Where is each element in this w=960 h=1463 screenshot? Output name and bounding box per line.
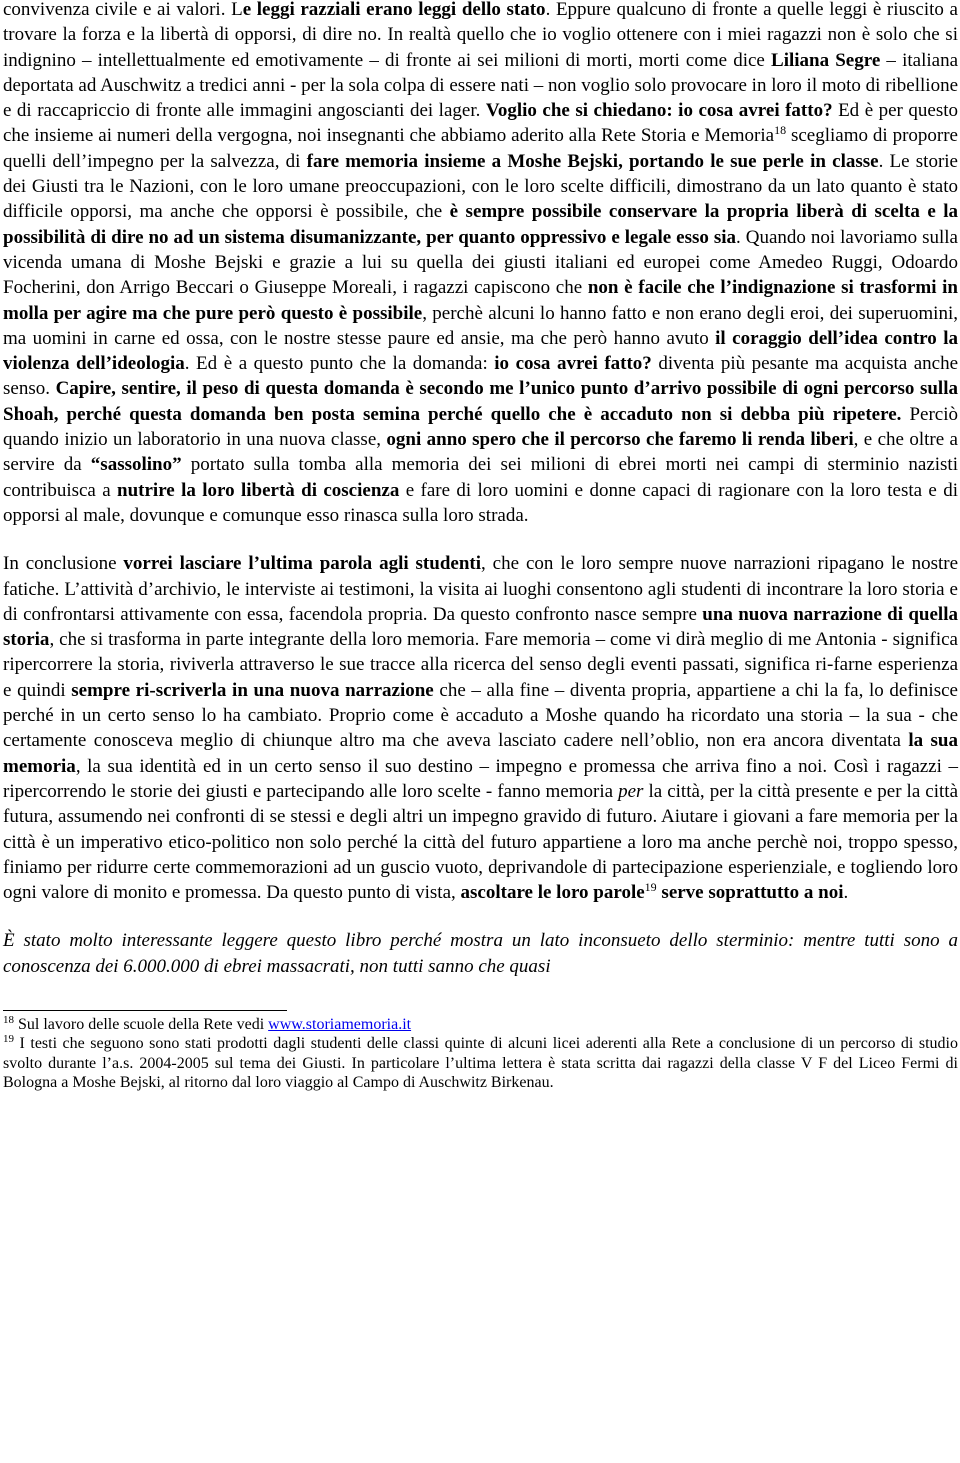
text-run: . Le storie dei Giusti tra le Nazioni, con le loro umane preoccupazioni, con le loro scelte difficili, dimostrano da un lato quanto è stato difficile opporsi, ma anche che opporsi è possibile, che	[3, 150, 958, 223]
text-run: , che con le loro sempre nuove narrazioni ripagano le nostre fatiche. L’attività d’archivio, le interviste ai testimoni, la visita ai luoghi consentono agli studenti di incontrare la loro storia e di confrontarsi attivamente con essa, facendola propria. Da questo confronto nasce sempre	[3, 553, 959, 625]
emphasis-text: io cosa avrei fatto?	[494, 353, 652, 375]
text-run: la città, per la città presente e per la città futura, assumendo nei confronti di se stessi e degli altri un impegno gravido di futuro. Aiutare i giovani a fare memoria per la città è un imperativo etico-politico non solo perché la città del futuro appartiene a loro ma anche perchè noi, troppo spesso, finiamo per ridurre certe commemorazioni ad un guscio vuoto, deprivandole di partecipazione esperienziale, e togliendo loro ogni valore di monito e promessa. Da questo punto di vista,	[3, 780, 958, 904]
emphasis-text: serve soprattutto a noi	[656, 882, 844, 904]
emphasis-text: Liliana Segre	[771, 49, 881, 71]
footnote-18	[3, 1015, 958, 1035]
emphasis-text: fare memoria insieme a Moshe Bejski, portando le sue perle in classe	[306, 150, 879, 172]
text-run: scegliamo di proporre quelli dell’impegno per la salvezza, di	[3, 125, 958, 172]
text-run: . Eppure qualcuno di fronte a quelle leggi è riuscito a trovare la forza e la libertà di opporsi, di dire no. In realtà quello che io voglio ottenere con i miei ragazzi non è solo che si indignino – intellettualmente ed emotivamente – di fronte ai sei milioni di morti, morti come dice	[3, 0, 958, 71]
text-run: , perchè alcuni lo hanno fatto e non erano degli eroi, dei superuomini, ma uomini in carne ed ossa, con le nostre stesse paure ed ansie, ma che però hanno avuto	[3, 302, 958, 349]
footnote-marker: 18	[3, 1013, 14, 1026]
text-run: che – alla fine – diventa propria, appartiene a chi la fa, lo definisce perché in un certo senso lo ha cambiato. Proprio come è accaduto a Moshe quando ha ricordato una storia – la sua - che certamente conosceva meglio di chiunque altro ma che aveva lasciato cadere nell’oblio, non era ancora diventata	[3, 679, 958, 752]
text-run: portato sulla tomba alla memoria dei sei milioni di ebrei morti nei campi di sterminio nazisti contribuisca a	[3, 454, 958, 501]
text-run: – italiana deportata ad Auschwitz a tredici anni - per la sola colpa di essere nati – non voglio solo provocare in loro il moto di ribellione e di raccapriccio di fronte alle immagini angoscianti dei lager.	[3, 49, 959, 122]
emphasis-text: Voglio che si chiedano: io cosa avrei fatto?	[485, 100, 833, 122]
emphasis-text: “sassolino”	[90, 454, 182, 476]
emphasis-text: ascoltare le loro parole	[460, 882, 645, 904]
text-run: , che si trasforma in parte integrante della loro memoria. Fare memoria – come vi dirà meglio di me Antonia - significa ripercorrere la storia, riviverla attraverso le sue tracce alla ricerca del senso degli eventi passati, significa ri-farne esperienza e quindi	[3, 629, 958, 701]
text-run: Ed è per questo che insieme ai numeri della vergogna, noi insegnanti che abbiamo aderito alla Rete Storia e Memoria	[3, 100, 958, 147]
emphasis-text: una nuova narrazione di quella storia	[3, 603, 958, 651]
text-run: . Ed è a questo punto che la domanda:	[184, 353, 495, 375]
emphasis-text: Capire, sentire, il peso di questa domanda è secondo me l’unico punto d’arrivo possibile di ogni percorso sulla Shoah, perché questa domanda ben posta semina perché quello che è accaduto non si debba più ripetere.	[3, 378, 958, 425]
text-run: , la sua identità ed in un certo senso il suo destino – impegno e promessa che arriva fino a noi. Così i ragazzi – ripercorrendo le storie dei giusti e partecipando alle loro scelte - fanno memoria	[3, 755, 958, 802]
footnote-separator	[3, 1010, 287, 1011]
text-run: convivenza civile e ai valori. L	[3, 0, 243, 20]
text-run: Perciò quando inizio un laboratorio in una nuova classe,	[3, 403, 958, 451]
body-paragraph-3	[3, 928, 958, 979]
storiamemoria-link[interactable]: www.storiamemoria.it	[268, 1015, 412, 1033]
emphasis-text: il coraggio dell’idea contro la violenza dell’ideologia	[3, 327, 958, 375]
emphasis-text: nutrire la loro libertà di coscienza	[117, 479, 400, 501]
body-paragraph-1	[3, 0, 958, 528]
emphasis-text: vorrei lasciare l’ultima parola agli studenti	[123, 553, 482, 575]
footnote-text: I testi che seguono sono stati prodotti dagli studenti delle classi quinte di alcuni licei aderenti alla Rete a conclusione di un percorso di studio svolto durante l’a.s. 2004-2005 sul tema dei Giusti. In particolare l’ultima lettera è stata scritta dai ragazzi della classe V F del Liceo Fermi di Bologna a Moshe Bejski, al ritorno dal loro viaggio al Campo di Auschwitz Birkenau.	[3, 1035, 958, 1092]
text-run: .	[843, 882, 849, 904]
emphasis-text: e leggi razziali erano leggi dello stato	[242, 0, 546, 20]
footnote-ref-19[interactable]: 19	[644, 880, 657, 895]
emphasis-text: non è facile che l’indignazione si trasformi in molla per agire ma che pure però questo è possibile	[3, 277, 959, 324]
text-run: diventa più pesante ma acquista anche senso.	[3, 353, 959, 400]
emphasis-text: ogni anno spero che il percorso che faremo li renda liberi	[386, 429, 854, 451]
footnote-marker: 19	[3, 1033, 14, 1046]
text-run: , e che oltre a servire da	[3, 429, 958, 476]
emphasis-text: è sempre possibile conservare la propria liberà di scelta e la possibilità di dire no ad un sistema disumanizzante, per quanto oppressivo e legale esso sia	[3, 201, 959, 248]
footnote-ref-18[interactable]: 18	[774, 123, 787, 138]
italic-text: per	[618, 780, 644, 802]
italic-text: È stato molto interessante leggere questo libro perché mostra un lato inconsueto dello sterminio: mentre tutti sono a conoscenza dei 6.000.000 di ebrei massacrati, non tutti sanno che quasi	[3, 930, 958, 977]
emphasis-text: sempre ri-scriverla in una nuova narrazione	[71, 679, 434, 701]
text-run: . Quando noi lavoriamo sulla vicenda umana di Moshe Bejski e grazie a lui su quella dei giusti italiani ed europei come Amedeo Ruggi, Odoardo Focherini, don Arrigo Beccari o Giuseppe Moreali, i ragazzi capiscono che	[3, 226, 958, 299]
text-run: In conclusione	[3, 553, 124, 575]
footnote-text: Sul lavoro delle scuole della Rete vedi	[14, 1015, 269, 1033]
emphasis-text: la sua memoria	[3, 730, 958, 777]
footnote-19	[3, 1034, 958, 1093]
text-run: e fare di loro uomini e donne capaci di ragionare con la loro testa e di opporsi al male, dovunque e comunque esso rinasca sulla loro strada.	[3, 479, 958, 526]
body-paragraph-2	[3, 551, 958, 905]
